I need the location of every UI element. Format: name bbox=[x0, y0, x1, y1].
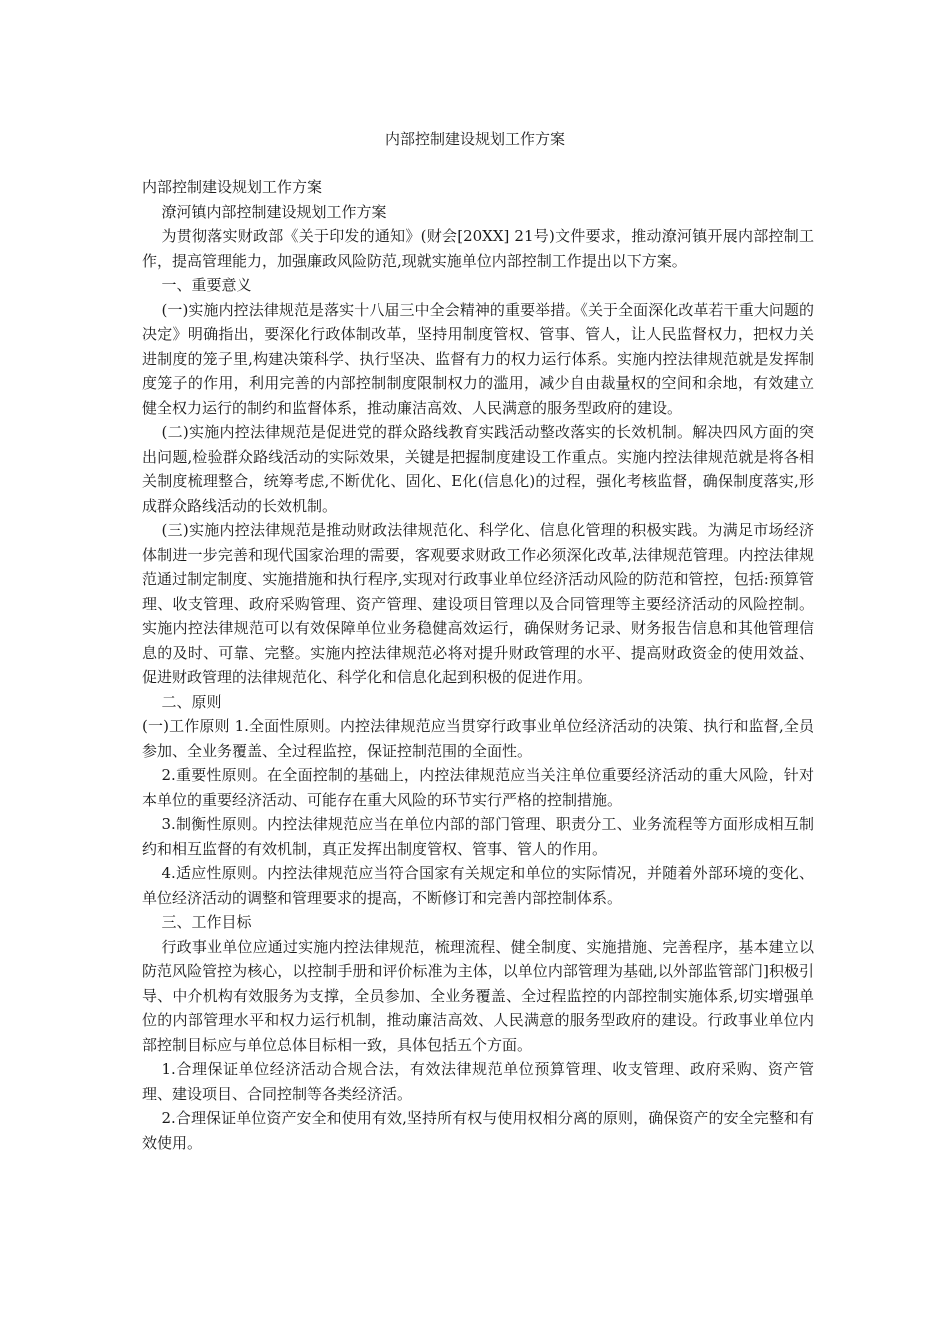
body-paragraph: (一)工作原则 1.全面性原则。内控法律规范应当贯穿行政事业单位经济活动的决策、执行和监督,全员参加、全业务覆盖、全过程监控，保证控制范围的全面性。 bbox=[142, 717, 814, 760]
document-title: 内部控制建设规划工作方案 bbox=[384, 130, 565, 148]
body-paragraph: 1.合理保证单位经济活动合规合法，有效法律规范单位预算管理、收支管理、政府采购、资产管理、建设项目、合同控制等各类经济活。 bbox=[142, 1060, 814, 1103]
document-body bbox=[142, 175, 814, 1155]
body-paragraph: (三)实施内控法律规范是推动财政法律规范化、科学化、信息化管理的积极实践。为满足市场经济体制进一步完善和现代国家治理的需要，客观要求财政工作必须深化改革,法律规范管理。内控法律规范通过制定制度、实施措施和执行程序,实现对行政事业单位经济活动风险的防范和管控，包括:预算管理、收支管理、政府采购管理、资产管理、建设项目管理以及合同管理等主要经济活动的风险控制。实施内控法律规范可以有效保障单位业务稳健高效运行，确保财务记录、财务报告信息和其他管理信息的及时、可靠、完整。实施内控法律规范必将对提升财政管理的水平、提高财政资金的使用效益、促进财政管理的法律规范化、科学化和信息化起到积极的促进作用。 bbox=[142, 521, 814, 686]
body-paragraph: 为贯彻落实财政部《关于印发的通知》(财会[20XX] 21号)文件要求，推动潦河镇开展内部控制工作，提高管理能力，加强廉政风险防范,现就实施单位内部控制工作提出以下方案。 bbox=[142, 227, 814, 270]
body-paragraph: 潦河镇内部控制建设规划工作方案 bbox=[161, 202, 387, 221]
body-paragraph: 二、原则 bbox=[161, 692, 222, 711]
body-paragraph: (一)实施内控法律规范是落实十八届三中全会精神的重要举措。《关于全面深化改革若干重大问题的决定》明确指出，要深化行政体制改革，坚持用制度管权、管事、管人，让人民监督权力，把权力关进制度的笼子里,构建决策科学、执行坚决、监督有力的权力运行体系。实施内控法律规范就是发挥制度笼子的作用，利用完善的内部控制制度限制权力的滥用，减少自由裁量权的空间和余地，有效建立健全权力运行的制约和监督体系，推动廉洁高效、人民满意的服务型政府的建设。 bbox=[142, 300, 814, 417]
body-paragraph: 2.合理保证单位资产安全和使用有效,坚持所有权与使用权相分离的原则，确保资产的安全完整和有效使用。 bbox=[142, 1109, 814, 1152]
body-paragraph: (二)实施内控法律规范是促进党的群众路线教育实践活动整改落实的长效机制。解决四风方面的突出问题,检验群众路线活动的实际效果，关键是把握制度建设工作重点。实施内控法律规范就是将各相关制度梳理整合，统筹考虑,不断优化、固化、E化(信息化)的过程，强化考核监督，确保制度落实,形成群众路线活动的长效机制。 bbox=[142, 423, 814, 515]
body-paragraph: 三、工作目标 bbox=[161, 913, 252, 931]
body-paragraph: 4.适应性原则。内控法律规范应当符合国家有关规定和单位的实际情况，并随着外部环境的变化、单位经济活动的调整和管理要求的提高，不断修订和完善内部控制体系。 bbox=[142, 864, 814, 907]
body-paragraph: 3.制衡性原则。内控法律规范应当在单位内部的部门管理、职责分工、业务流程等方面形成相互制约和相互监督的有效机制，真正发挥出制度管权、管事、管人的作用。 bbox=[142, 815, 814, 858]
body-paragraph: 行政事业单位应通过实施内控法律规范，梳理流程、健全制度、实施措施、完善程序，基本建立以防范风险管控为核心，以控制手册和评价标准为主体，以单位内部管理为基础,以外部监管部门]积极引导、中介机构有效服务为支撑，全员参加、全业务覆盖、全过程监控的内部控制实施体系,切实增强单位的内部管理水平和权力运行机制，推动廉洁高效、人民满意的服务型政府的建设。行政事业单位内部控制目标应与单位总体目标相一致，具体包括五个方面。 bbox=[142, 937, 814, 1054]
body-paragraph: 内部控制建设规划工作方案 bbox=[142, 178, 323, 196]
body-paragraph: 2.重要性原则。在全面控制的基础上，内控法律规范应当关注单位重要经济活动的重大风险，针对本单位的重要经济活动、可能存在重大风险的环节实行严格的控制措施。 bbox=[142, 766, 814, 809]
body-paragraph: 一、重要意义 bbox=[161, 276, 252, 294]
